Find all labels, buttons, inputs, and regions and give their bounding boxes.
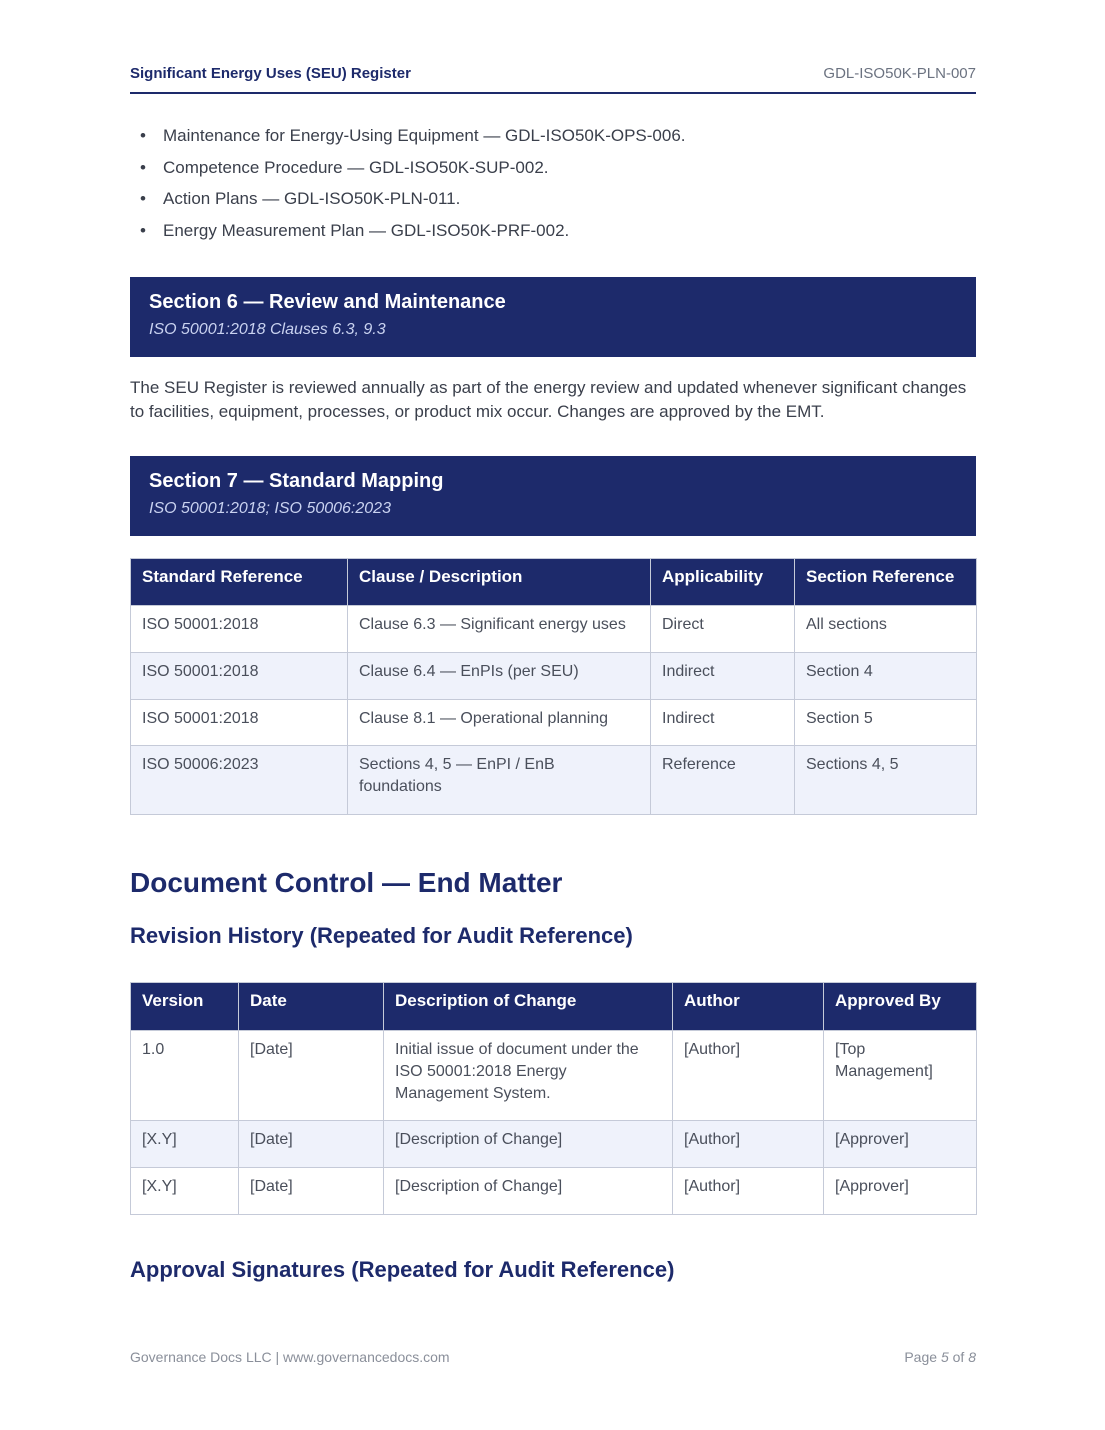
table-cell: All sections: [795, 606, 977, 653]
document-control-heading: Document Control — End Matter: [130, 867, 563, 898]
section-6-body: The SEU Register is reviewed annually as part of the energy review and updated whenever significant changes to facilities, equipment, processes, or product mix occur. Changes are approved by the EMT.: [130, 378, 967, 421]
table-cell: [Approver]: [824, 1168, 977, 1215]
table-cell: Section 4: [795, 653, 977, 700]
column-header: Description of Change: [384, 983, 673, 1031]
table-row: [131, 746, 977, 815]
column-header: Clause / Description: [348, 559, 651, 606]
table-cell: Indirect: [651, 700, 795, 746]
header-doc-code: GDL-ISO50K-PLN-007: [823, 65, 976, 82]
section-7-banner: [130, 456, 976, 536]
table-cell: [Approver]: [824, 1121, 977, 1168]
page-number: Page 5 of 8: [904, 1349, 976, 1365]
table-row: [131, 1168, 977, 1215]
revision-history-table: [130, 982, 977, 1215]
footer-company: Governance Docs LLC | www.governancedocs.com: [130, 1349, 450, 1365]
table-cell: ISO 50006:2023: [131, 746, 348, 815]
page-header: [130, 64, 976, 94]
column-header: Approved By: [824, 983, 977, 1031]
table-cell: ISO 50001:2018: [131, 653, 348, 700]
list-item: • Action Plans — GDL-ISO50K-PLN-011.: [130, 189, 686, 221]
table-cell: Clause 8.1 — Operational planning: [348, 700, 651, 746]
table-header-row: [131, 983, 977, 1031]
table-cell: [Date]: [239, 1168, 384, 1215]
table-cell: Clause 6.3 — Significant energy uses: [348, 606, 651, 653]
table-cell: Section 5: [795, 700, 977, 746]
column-header: Section Reference: [795, 559, 977, 606]
section-subtitle: ISO 50001:2018 Clauses 6.3, 9.3: [149, 321, 386, 338]
table-cell: [Date]: [239, 1031, 384, 1121]
table-cell: ISO 50001:2018: [131, 606, 348, 653]
section-6-banner: [130, 277, 976, 357]
table-cell: Direct: [651, 606, 795, 653]
table-row: [131, 606, 977, 653]
column-header: Standard Reference: [131, 559, 348, 606]
header-title: Significant Energy Uses (SEU) Register: [130, 65, 411, 82]
section-title: Section 6 — Review and Maintenance: [149, 291, 506, 313]
section-subtitle: ISO 50001:2018; ISO 50006:2023: [149, 500, 391, 517]
table-header-row: [131, 559, 977, 606]
list-item: • Competence Procedure — GDL-ISO50K-SUP-002.: [130, 158, 686, 190]
section-title: Section 7 — Standard Mapping: [149, 470, 444, 492]
table-cell: [Author]: [673, 1031, 824, 1121]
table-cell: [Description of Change]: [384, 1121, 673, 1168]
table-row: [131, 1121, 977, 1168]
table-row: [131, 1031, 977, 1121]
table-cell: [Author]: [673, 1121, 824, 1168]
table-cell: Sections 4, 5 — EnPI / EnB foundations: [348, 746, 651, 815]
table-cell: [Author]: [673, 1168, 824, 1215]
table-cell: [X.Y]: [131, 1121, 239, 1168]
reference-list: [130, 126, 686, 253]
table-cell: Initial issue of document under the ISO 50001:2018 Energy Management System.: [384, 1031, 673, 1121]
standard-mapping-table: [130, 558, 977, 815]
column-header: Version: [131, 983, 239, 1031]
column-header: Date: [239, 983, 384, 1031]
table-cell: 1.0: [131, 1031, 239, 1121]
table-row: [131, 700, 977, 746]
column-header: Applicability: [651, 559, 795, 606]
list-item: • Energy Measurement Plan — GDL-ISO50K-PRF-002.: [130, 221, 686, 253]
table-cell: [Description of Change]: [384, 1168, 673, 1215]
table-cell: [X.Y]: [131, 1168, 239, 1215]
table-cell: Reference: [651, 746, 795, 815]
table-cell: Indirect: [651, 653, 795, 700]
column-header: Author: [673, 983, 824, 1031]
table-cell: [Date]: [239, 1121, 384, 1168]
table-row: [131, 653, 977, 700]
table-cell: Sections 4, 5: [795, 746, 977, 815]
revision-history-heading: Revision History (Repeated for Audit Reference): [130, 923, 633, 948]
table-cell: [Top Management]: [824, 1031, 977, 1121]
table-cell: Clause 6.4 — EnPIs (per SEU): [348, 653, 651, 700]
approval-signatures-heading: Approval Signatures (Repeated for Audit Reference): [130, 1257, 675, 1282]
table-cell: ISO 50001:2018: [131, 700, 348, 746]
list-item: • Maintenance for Energy-Using Equipment — GDL-ISO50K-OPS-006.: [130, 126, 686, 158]
